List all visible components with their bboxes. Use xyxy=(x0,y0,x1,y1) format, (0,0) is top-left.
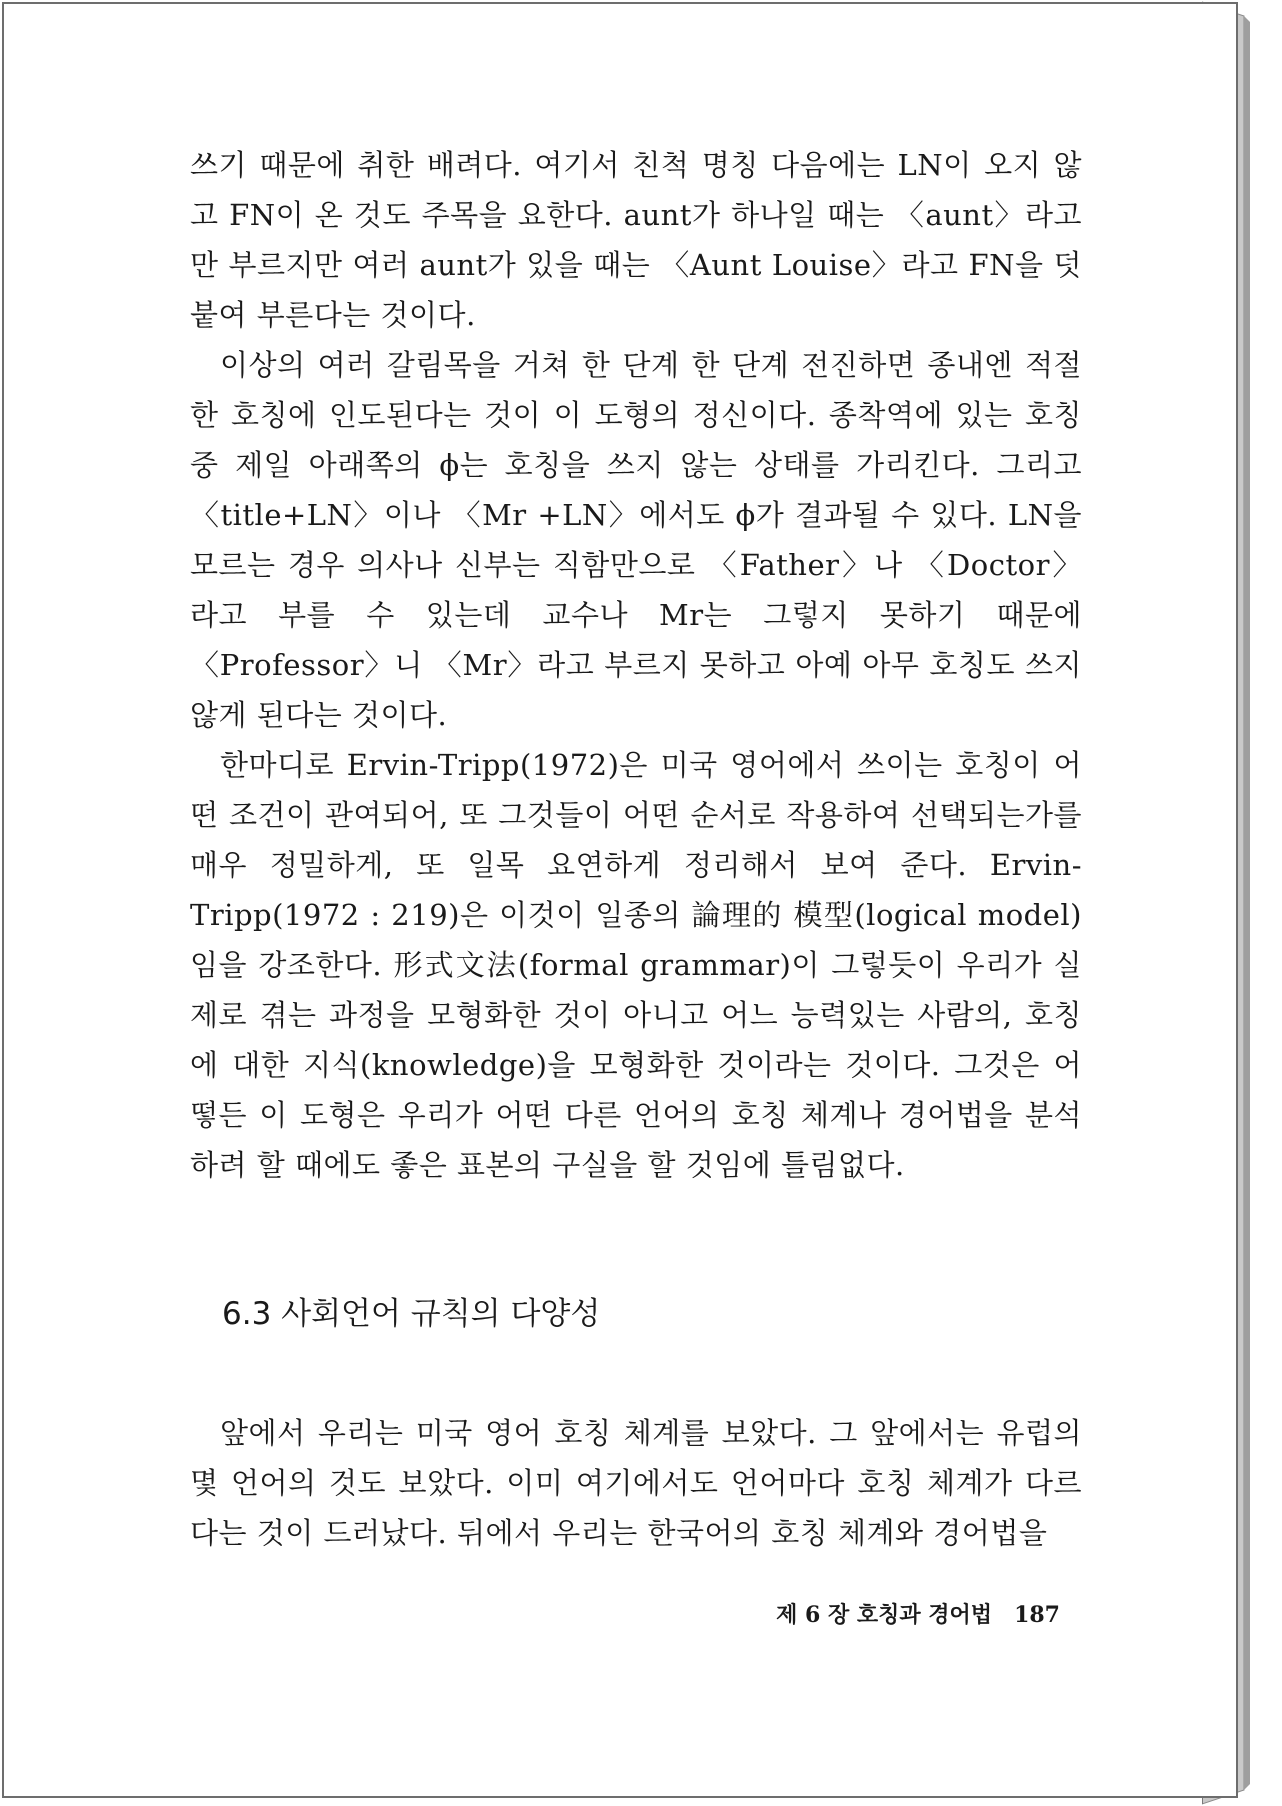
page-number: 187 xyxy=(1014,1602,1060,1628)
running-footer-chapter: 제 6 장 호칭과 경어법 xyxy=(776,1602,993,1628)
paragraph-diagram-explanation: 이상의 여러 갈림목을 거쳐 한 단계 한 단계 전진하면 종내엔 적절한 호칭에 인도된다는 것이 이 도형의 정신이다. 종착역에 있는 호칭 중 제일 아래쪽의 ϕ는 호칭을 쓰지 않는 상태를 가리킨다. 그리고 〈title+LN〉이나 〈Mr +LN〉에서도 ϕ가 결과될 수 있다. LN을 모르는 경우 의사나 신부는 직함만으로 〈Father〉나 〈Doctor〉라고 부를 수 있는데 교수나 Mr는 그렇지 못하기 때문에 〈Professor〉니 〈Mr〉라고 부르지 못하고 아예 아무 호칭도 쓰지 않게 된다는 것이다. xyxy=(190,348,1082,732)
page-content xyxy=(190,140,1082,1558)
paragraph-ervin-tripp: 한마디로 Ervin-Tripp(1972)은 미국 영어에서 쓰이는 호칭이 어떤 조건이 관여되어, 또 그것들이 어떤 순서로 작용하여 선택되는가를 매우 정밀하게, 또 일목 요연하게 정리해서 보여 준다. Ervin-Tripp(1972 : 219)은 이것이 일종의 論理的 模型(logical model)임을 강조한다. 形式文法(formal grammar)이 그렇듯이 우리가 실제로 겪는 과정을 모형화한 것이 아니고 어느 능력있는 사람의, 호칭에 대한 지식(knowledge)을 모형화한 것이라는 것이다. 그것은 어떻든 이 도형은 우리가 어떤 다른 언어의 호칭 체계나 경어법을 분석하려 할 때에도 좋은 표본의 구실을 할 것임에 틀림없다. xyxy=(190,748,1082,1182)
paragraph-section-intro: 앞에서 우리는 미국 영어 호칭 체계를 보았다. 그 앞에서는 유럽의 몇 언어의 것도 보았다. 이미 여기에서도 언어마다 호칭 체계가 다르다는 것이 드러났다. 뒤에서 우리는 한국어의 호칭 체계와 경어법을 xyxy=(190,1416,1082,1550)
section-body xyxy=(190,1408,1082,1558)
page-footer xyxy=(740,1598,1060,1629)
section-heading: 6.3 사회언어 규칙의 다양성 xyxy=(222,1296,601,1332)
paragraph-continuation: 쓰기 때문에 취한 배려다. 여기서 친척 명칭 다음에는 LN이 오지 않고 FN이 온 것도 주목을 요한다. aunt가 하나일 때는 〈aunt〉라고만 부르지만 여러 aunt가 있을 때는 〈Aunt Louise〉라고 FN을 덧붙여 부른다는 것이다. xyxy=(190,148,1082,332)
